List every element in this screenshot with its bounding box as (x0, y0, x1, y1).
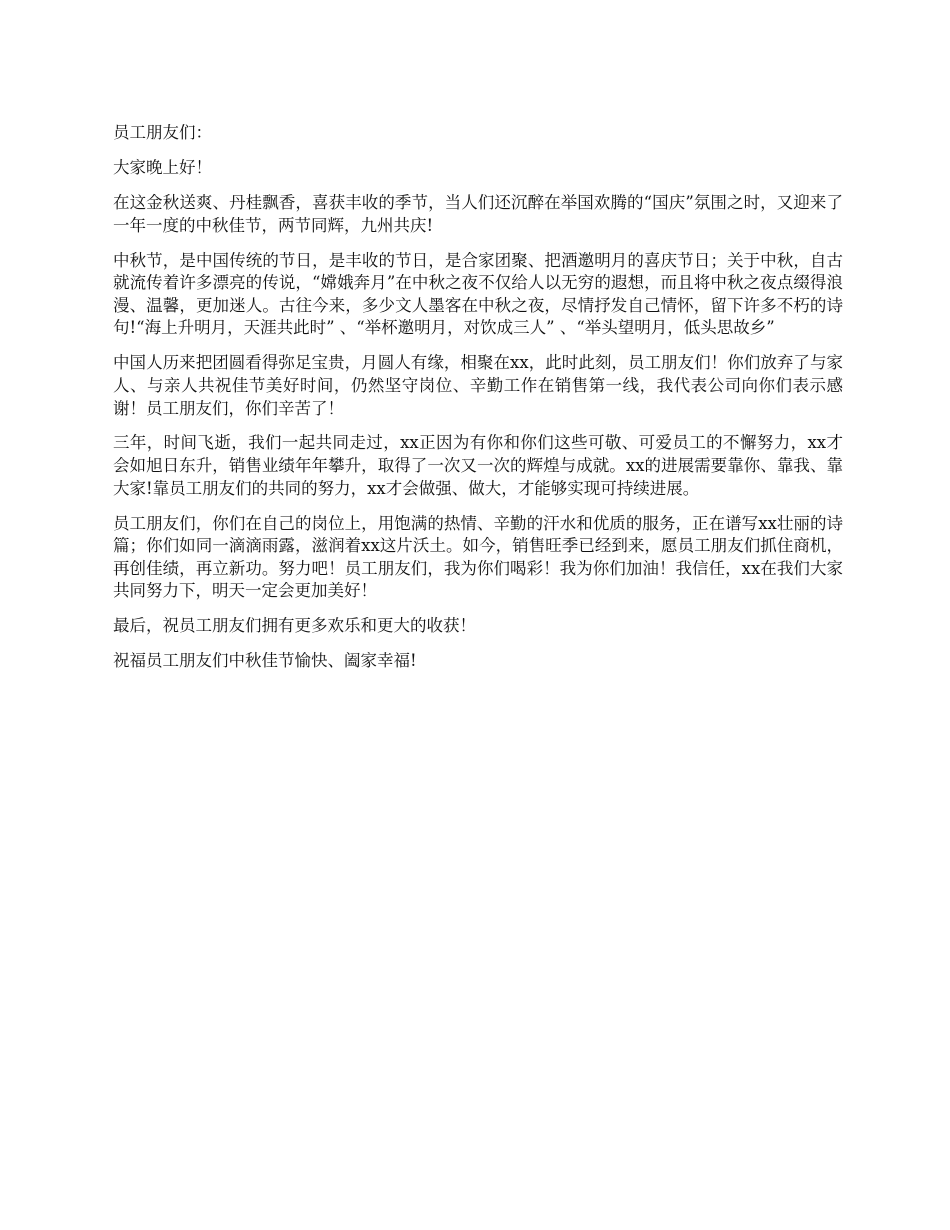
paragraph-mid-autumn-tradition: 中秋节，是中国传统的节日，是丰收的节日，是合家团聚、把酒邀明月的喜庆节日；关于中秋，自古就流传着许多漂亮的传说，“嫦娥奔月”在中秋之夜不仅给人以无穷的遐想，而且将中秋之夜点缀得浪漫、温馨，更加迷人。古往今来，多少文人墨客在中秋之夜，尽情抒发自己情怀，留下许多不朽的诗句!“海上升明月，天涯共此时” 、“举杯邀明月，对饮成三人” 、“举头望明月，低头思故乡” (113, 250, 843, 338)
paragraph-encouragement: 员工朋友们，你们在自己的岗位上，用饱满的热情、辛勤的汗水和优质的服务，正在谱写xx壮丽的诗篇；你们如同一滴滴雨露，滋润着xx这片沃土。如今，销售旺季已经到来，愿员工朋友们抓住商机，再创佳绩，再立新功。努力吧！员工朋友们，我为你们喝彩！我为你们加油！我信任，xx在我们大家共同努力下，明天一定会更加美好！ (113, 513, 843, 601)
paragraph-achievements: 三年，时间飞逝，我们一起共同走过，xx正因为有你和你们这些可敬、可爱员工的不懈努力，xx才会如旭日东升，销售业绩年年攀升，取得了一次又一次的辉煌与成就。xx的进展需要靠你、靠我、靠大家!靠员工朋友们的共同的努力，xx才会做强、做大，才能够实现可持续进展。 (113, 433, 843, 498)
paragraph-greeting: 大家晚上好！ (113, 157, 212, 177)
salutation: 员工朋友们： (113, 123, 212, 142)
paragraph-final-blessing: 祝福员工朋友们中秋佳节愉快、阖家幸福! (113, 651, 417, 671)
letter-body (113, 122, 843, 685)
paragraph-closing-wish: 最后，祝员工朋友们拥有更多欢乐和更大的收获！ (113, 616, 476, 636)
paragraph-thanks: 中国人历来把团圆看得弥足宝贵，月圆人有缘，相聚在xx，此时此刻，员工朋友们！你们放弃了与家人、与亲人共祝佳节美好时间，仍然坚守岗位、辛勤工作在销售第一线，我代表公司向你们表示感谢！员工朋友们，你们辛苦了！ (113, 353, 843, 418)
paragraph-festival-intro: 在这金秋送爽、丹桂飘香，喜获丰收的季节，当人们还沉醉在举国欢腾的“国庆”氛围之时，又迎来了一年一度的中秋佳节，两节同辉，九州共庆! (113, 192, 843, 235)
